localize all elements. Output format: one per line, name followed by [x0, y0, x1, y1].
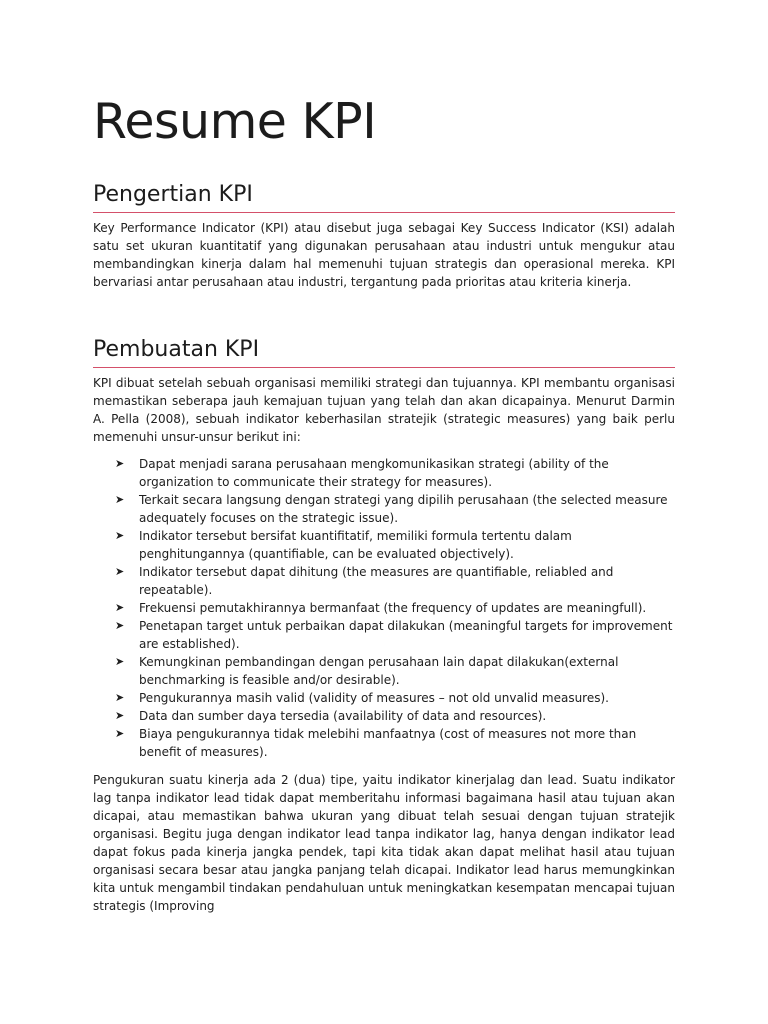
list-item	[115, 599, 675, 617]
list-item	[115, 617, 675, 653]
list-item-text: Frekuensi pemutakhirannya bermanfaat (the frequency of updates are meaningfull).	[139, 601, 647, 615]
criteria-list	[93, 455, 675, 761]
list-item	[115, 653, 675, 689]
list-item-text: Dapat menjadi sarana perusahaan mengkomunikasikan strategi (ability of the organization to communicate their strategy for measures).	[139, 457, 609, 489]
section-paragraph: Key Performance Indicator (KPI) atau disebut juga sebagai Key Success Indicator (KSI) adalah satu set ukuran kuantitatif yang digunakan perusahaan atau industri untuk mengukur atau membandingkan kinerja dalam hal memenuhi tujuan strategis dan operasional mereka. KPI bervariasi antar perusahaan atau industri, tergantung pada prioritas atau kriteria kinerja.	[93, 221, 675, 289]
list-item	[115, 725, 675, 761]
list-item	[115, 491, 675, 527]
arrowhead-bullet-icon: ➤	[115, 565, 125, 578]
list-item-text: Data dan sumber daya tersedia (availability of data and resources).	[139, 709, 547, 723]
section-pembuatan	[93, 335, 675, 915]
arrowhead-bullet-icon: ➤	[115, 691, 125, 704]
list-item	[115, 563, 675, 599]
section-paragraph: KPI dibuat setelah sebuah organisasi memiliki strategi dan tujuannya. KPI membantu organisasi memastikan seberapa jauh kemajuan tujuan yang telah dan akan dicapainya. Menurut Darmin A. Pella (2008), sebuah indikator keberhasilan stratejik (strategic measures) yang baik perlu memenuhi unsur-unsur berikut ini:	[93, 376, 675, 444]
arrowhead-bullet-icon: ➤	[115, 493, 125, 506]
list-item	[115, 689, 675, 707]
section-heading: Pengertian KPI	[93, 180, 675, 213]
arrowhead-bullet-icon: ➤	[115, 619, 125, 632]
arrowhead-bullet-icon: ➤	[115, 727, 125, 740]
section-pengertian	[93, 180, 675, 291]
list-item	[115, 455, 675, 491]
arrowhead-bullet-icon: ➤	[115, 457, 125, 470]
closing-paragraph: Pengukuran suatu kinerja ada 2 (dua) tipe, yaitu indikator kinerjalag dan lead. Suatu indikator lag tanpa indikator lead tidak dapat memberitahu informasi bagaimana hasil atau tujuan akan dicapai, atau memastikan bahwa ukuran yang dibuat telah sesuai dengan tujuan stratejik organisasi. Begitu juga dengan indikator lead tanpa indikator lag, hanya dengan indikator lead dapat fokus pada kinerja jangka pendek, tapi kita tidak akan dapat melihat hasil atau tujuan organisasi secara besar atau jangka panjang telah dicapai. Indikator lead harus memungkinkan kita untuk mengambil tindakan pendahuluan untuk meningkatkan kesempatan mencapai tujuan strategis (Improving	[93, 773, 675, 913]
list-item	[115, 707, 675, 725]
list-item-text: Indikator tersebut dapat dihitung (the measures are quantifiable, reliabled and repeatable).	[139, 565, 614, 597]
list-item-text: Indikator tersebut bersifat kuantifitatif, memiliki formula tertentu dalam penghitungannya (quantifiable, can be evaluated objectively).	[139, 529, 572, 561]
list-item-text: Penetapan target untuk perbaikan dapat dilakukan (meaningful targets for improvement are established).	[139, 619, 673, 651]
arrowhead-bullet-icon: ➤	[115, 655, 125, 668]
list-item-text: Terkait secara langsung dengan strategi yang dipilih perusahaan (the selected measure adequately focuses on the strategic issue).	[139, 493, 668, 525]
list-item-text: Pengukurannya masih valid (validity of measures – not old unvalid measures).	[139, 691, 609, 705]
list-item-text: Biaya pengukurannya tidak melebihi manfaatnya (cost of measures not more than benefit of measures).	[139, 727, 637, 759]
document-title: Resume KPI	[93, 93, 377, 150]
list-item	[115, 527, 675, 563]
section-heading: Pembuatan KPI	[93, 335, 675, 368]
arrowhead-bullet-icon: ➤	[115, 529, 125, 542]
arrowhead-bullet-icon: ➤	[115, 709, 125, 722]
arrowhead-bullet-icon: ➤	[115, 601, 125, 614]
list-item-text: Kemungkinan pembandingan dengan perusahaan lain dapat dilakukan(external benchmarking is feasible and/or desirable).	[139, 655, 619, 687]
